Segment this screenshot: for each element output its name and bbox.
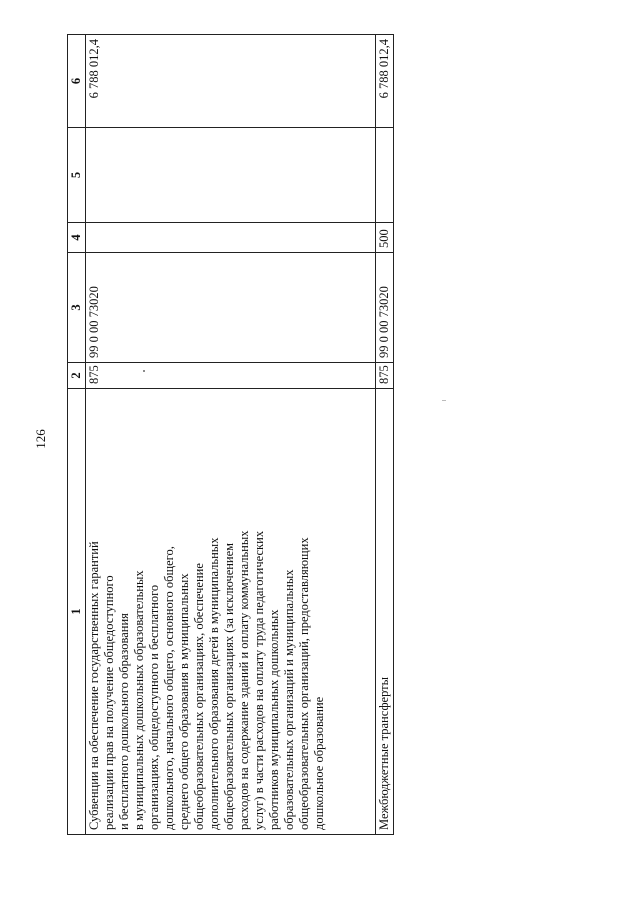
- header-col-6: 6: [68, 35, 86, 128]
- row-col5: [86, 128, 376, 223]
- row-target-code: 99 0 00 73020: [376, 253, 394, 363]
- table-header-row: [68, 35, 86, 835]
- row-expense-type: [86, 223, 376, 253]
- row-description: Субвенции на обеспечение государственных гарантий реализации прав на получение общедоступного и бесплатного дошкольного образования в муниципальных дошкольных образовательных организациях, общедоступного и бесплатного дошкольного, начального общего, основного общего, среднего общего образования в муниципальных общеобразовательных организациях, обеспечение дополнительного образования детей в муниципальных общеобразовательных организациях (за исключением расходов на содержание зданий и оплату коммунальных услуг) в части расходов на оплату труда педагогических работников муниципальных дошкольных образовательных организаций и муниципальных общеобразовательных организаций, предоставляющих дошкольное образование: [86, 389, 376, 835]
- row-code: 875: [86, 363, 376, 389]
- header-col-4: 4: [68, 223, 86, 253]
- row-target-code: 99 0 00 73020: [86, 253, 376, 363]
- row-col5: [376, 128, 394, 223]
- scan-artifact: [442, 400, 446, 401]
- budget-table: [67, 34, 394, 835]
- header-col-1: 1: [68, 389, 86, 835]
- rotated-table-wrapper: [67, 35, 390, 835]
- header-col-3: 3: [68, 253, 86, 363]
- table-row: [86, 35, 376, 835]
- row-description: Межбюджетные трансферты: [376, 389, 394, 835]
- header-col-2: 2: [68, 363, 86, 389]
- header-col-5: 5: [68, 128, 86, 223]
- row-amount: 6 788 012,4: [376, 35, 394, 128]
- row-amount: 6 788 012,4: [86, 35, 376, 128]
- table-row: [376, 35, 394, 835]
- row-code: 875: [376, 363, 394, 389]
- row-expense-type: 500: [376, 223, 394, 253]
- page-number: 126: [33, 429, 48, 449]
